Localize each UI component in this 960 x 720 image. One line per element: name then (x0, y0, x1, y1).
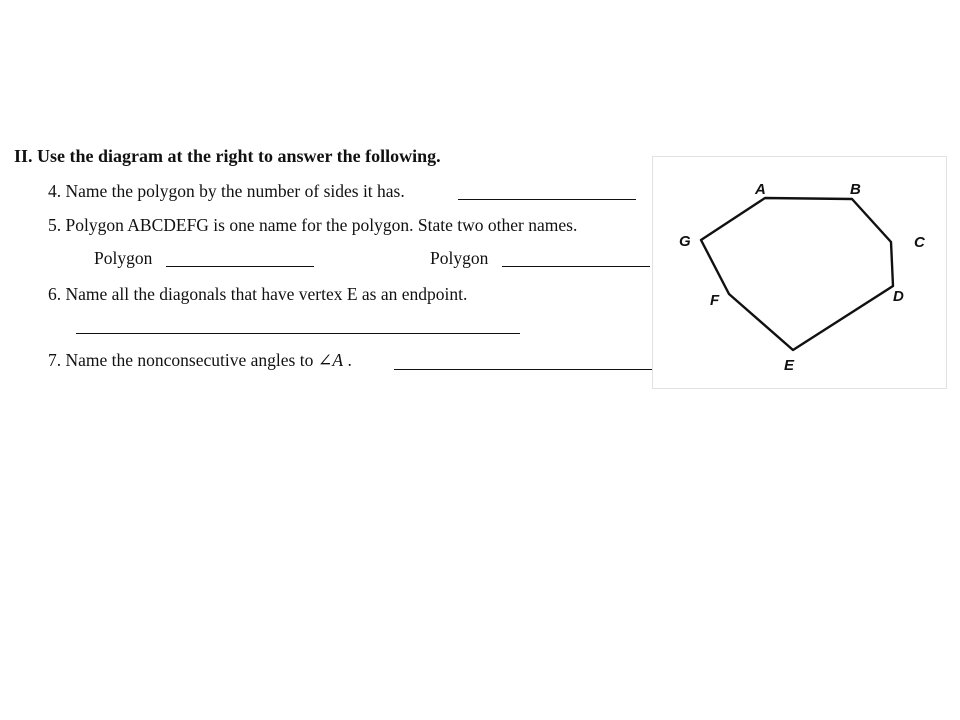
heptagon-shape (701, 198, 893, 350)
polygon-name-1-answer-line[interactable] (166, 266, 314, 267)
vertex-label-b: B (850, 181, 861, 198)
question-7-text (48, 350, 352, 370)
vertex-label-d: D (893, 288, 904, 305)
polygon-name-2-answer-line[interactable] (502, 266, 650, 267)
question-4-text: 4. Name the polygon by the number of sides it has. (48, 181, 405, 201)
polygon-label-1: Polygon (94, 248, 153, 268)
vertex-label-g: G (679, 233, 691, 250)
question-7-suffix: . (347, 350, 352, 370)
vertex-label-c: C (914, 234, 925, 251)
vertex-label-e: E (784, 357, 795, 374)
question-5-text: 5. Polygon ABCDEFG is one name for the polygon. State two other names. (48, 215, 578, 235)
angle-letter: A (332, 350, 344, 370)
vertex-label-a: A (755, 181, 766, 198)
question-7-prefix: 7. Name the nonconsecutive angles to (48, 350, 314, 370)
polygon-label-2: Polygon (430, 248, 489, 268)
question-6-answer-line[interactable] (76, 333, 520, 334)
section-header: II. Use the diagram at the right to answer the following. (14, 146, 441, 166)
question-6-text: 6. Name all the diagonals that have vertex E as an endpoint. (48, 284, 468, 304)
polygon-figure-svg (653, 157, 948, 390)
vertex-label-f: F (710, 292, 720, 309)
polygon-diagram (652, 156, 947, 389)
question-4-answer-line[interactable] (458, 199, 636, 200)
angle-symbol: ∠ (317, 350, 333, 370)
